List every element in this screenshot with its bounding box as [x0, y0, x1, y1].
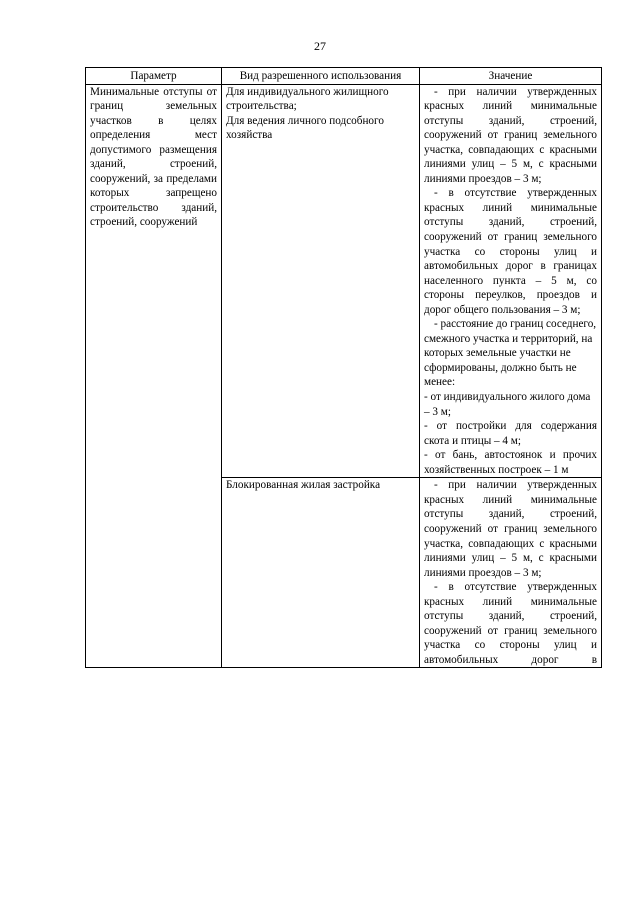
table-header-row — [86, 68, 602, 85]
value-paragraph: - при наличии утвержденных красных линий минимальные отступы зданий, строений, сооружений от границ земельного участка, совпадающих с красными линиями улиц – 5 м, с красными линиями проездов – 3 м; — [424, 85, 597, 185]
page-number: 27 — [314, 39, 326, 53]
parameter-cell: Минимальные отступы от границ земельных участков в целях определения мест допустимого размещения зданий, строений, сооружений, за пределами которых запрещено строительство зданий, строений, сооружений — [86, 84, 222, 668]
value-paragraph: - в отсутствие утвержденных красных линий минимальные отступы зданий, строений, сооружений от границ земельного участка со стороны улиц и автомобильных дорог в — [424, 581, 597, 666]
value-cell — [420, 84, 602, 478]
use-type-item: Блокированная жилая застройка — [226, 479, 381, 492]
header-value: Значение — [420, 68, 602, 85]
header-use-type: Вид разрешенного использования — [222, 68, 420, 85]
value-paragraph: - от постройки для содержания скота и птицы – 4 м; — [424, 420, 597, 447]
use-type-item: Для ведения личного подсобного хозяйства — [226, 114, 384, 142]
table-row — [86, 84, 602, 478]
value-paragraph: - от индивидуального жилого дома – 3 м; — [424, 391, 591, 418]
header-parameter: Параметр — [86, 68, 222, 85]
use-type-cell — [222, 478, 420, 668]
value-paragraph: - расстояние до границ соседнего, смежного участка и территорий, на которых земельные участки не сформированы, должно быть не менее: — [424, 318, 597, 389]
value-cell — [420, 478, 602, 668]
value-paragraph: - при наличии утвержденных красных линий минимальные отступы зданий, строений, сооружений от границ земельного участка, совпадающих с красными линиями улиц – 5 м, с красными линиями проездов – 3 м; — [424, 479, 597, 579]
use-type-item: Для индивидуального жилищного строительства; — [226, 85, 389, 113]
regulations-table — [85, 67, 602, 668]
value-paragraph: - в отсутствие утвержденных красных линий минимальные отступы зданий, строений, сооружений от границ земельного участка со стороны улиц и автомобильных дорог в границах населенного пункта – 5 м, со стороны переулков, проездов и дорог общего пользования – 3 м; — [424, 187, 597, 316]
use-type-cell — [222, 84, 420, 478]
value-paragraph: - от бань, автостоянок и прочих хозяйственных построек – 1 м — [424, 449, 597, 476]
